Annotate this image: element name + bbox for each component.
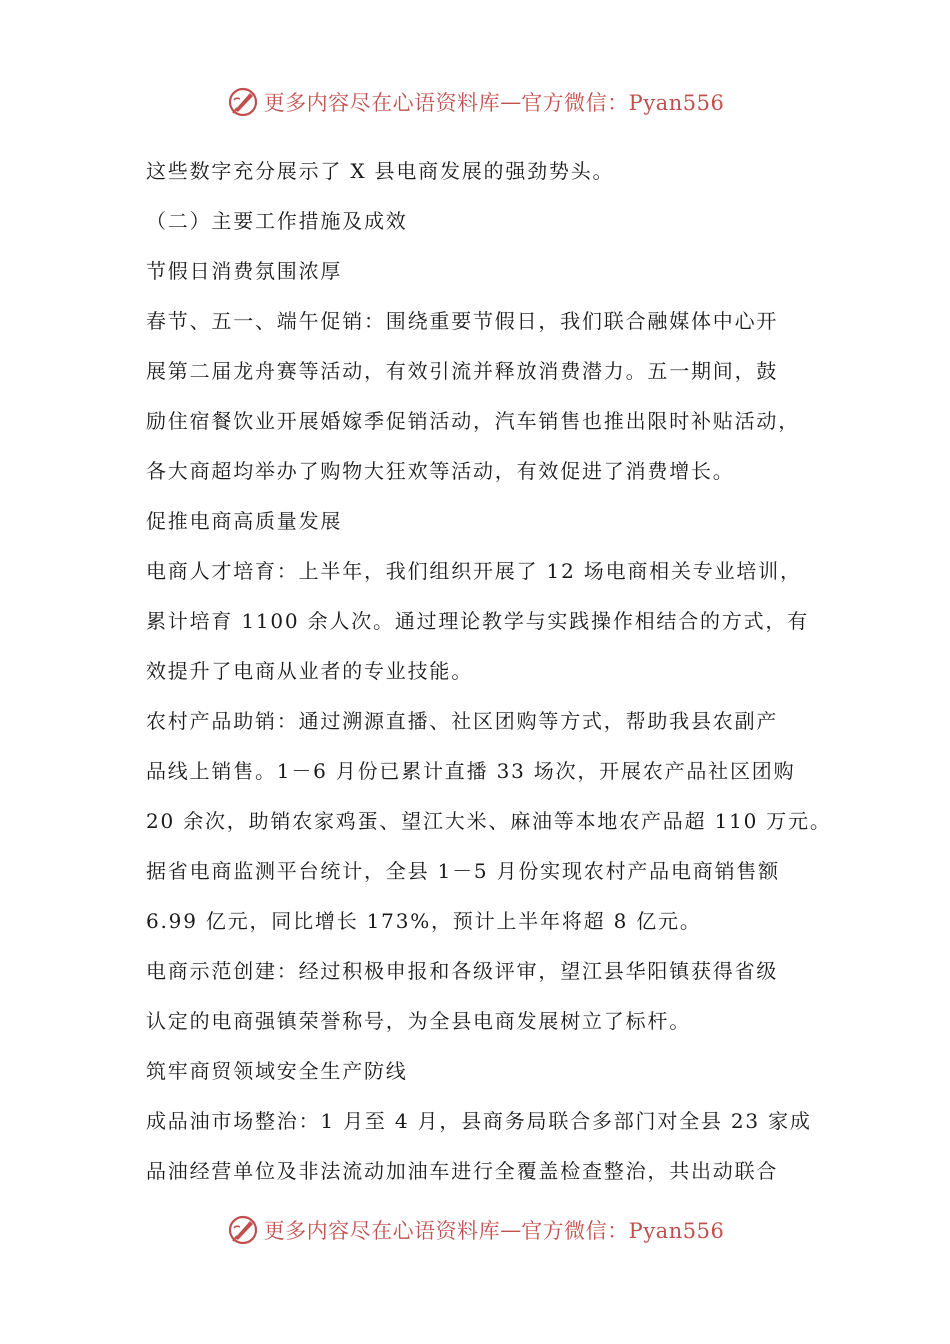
banner-separator: — [500,1218,522,1242]
paragraph-line: 据省电商监测平台统计，全县 1－5 月份实现农村产品电商销售额 [146,859,780,883]
subsection-heading: 促推电商高质量发展 [146,509,343,533]
paragraph-line: 展第二届龙舟赛等活动，有效引流并释放消费潜力。五一期间，鼓 [146,359,779,383]
header-banner [0,82,950,122]
paragraph-line: 认定的电商强镇荣誉称号，为全县电商发展树立了标杆。 [146,1009,691,1033]
subsection-heading: 筑牢商贸领域安全生产防线 [146,1059,408,1083]
paragraph-line: 品线上销售。1－6 月份已累计直播 33 场次，开展农产品社区团购 [146,759,796,783]
banner-wechat: 官方微信：Pyan556 [521,91,725,115]
paragraph-line: 电商人才培育：上半年，我们组织开展了 12 场电商相关专业培训， [146,559,802,583]
subsection-heading: 节假日消费氛围浓厚 [146,259,343,283]
banner-title: 更多内容尽在心语资料库 [263,1219,501,1243]
section-heading: （二）主要工作措施及成效 [146,209,408,233]
paragraph-line: 成品油市场整治：1 月至 4 月，县商务局联合多部门对全县 23 家成 [146,1109,812,1133]
banner-wechat: 官方微信：Pyan556 [521,1219,725,1243]
paragraph-line: 电商示范创建：经过积极申报和各级评审，望江县华阳镇获得省级 [146,959,779,983]
paragraph-line: 效提升了电商从业者的专业技能。 [146,659,473,683]
paragraph-line: 各大商超均举办了购物大狂欢等活动，有效促进了消费增长。 [146,459,735,483]
paragraph-line: 品油经营单位及非法流动加油车进行全覆盖检查整治，共出动联合 [146,1159,779,1183]
quill-pen-logo-icon [226,85,260,119]
paragraph-line: 励住宿餐饮业开展婚嫁季促销活动，汽车销售也推出限时补贴活动， [146,409,800,433]
banner-title: 更多内容尽在心语资料库 [263,91,501,115]
paragraph-line: 这些数字充分展示了 X 县电商发展的强劲势头。 [146,159,615,183]
paragraph-line: 20 余次，助销农家鸡蛋、望江大米、麻油等本地农产品超 110 万元。 [146,809,832,833]
document-body [146,146,836,1196]
paragraph-line: 6.99 亿元，同比增长 173%，预计上半年将超 8 亿元。 [146,909,702,933]
paragraph-line: 农村产品助销：通过溯源直播、社区团购等方式，帮助我县农副产 [146,709,779,733]
quill-pen-logo-icon [226,1213,260,1247]
footer-banner [0,1210,950,1250]
banner-separator: — [500,90,522,114]
paragraph-line: 累计培育 1100 余人次。通过理论教学与实践操作相结合的方式，有 [146,609,810,633]
paragraph-line: 春节、五一、端午促销：围绕重要节假日，我们联合融媒体中心开 [146,309,779,333]
